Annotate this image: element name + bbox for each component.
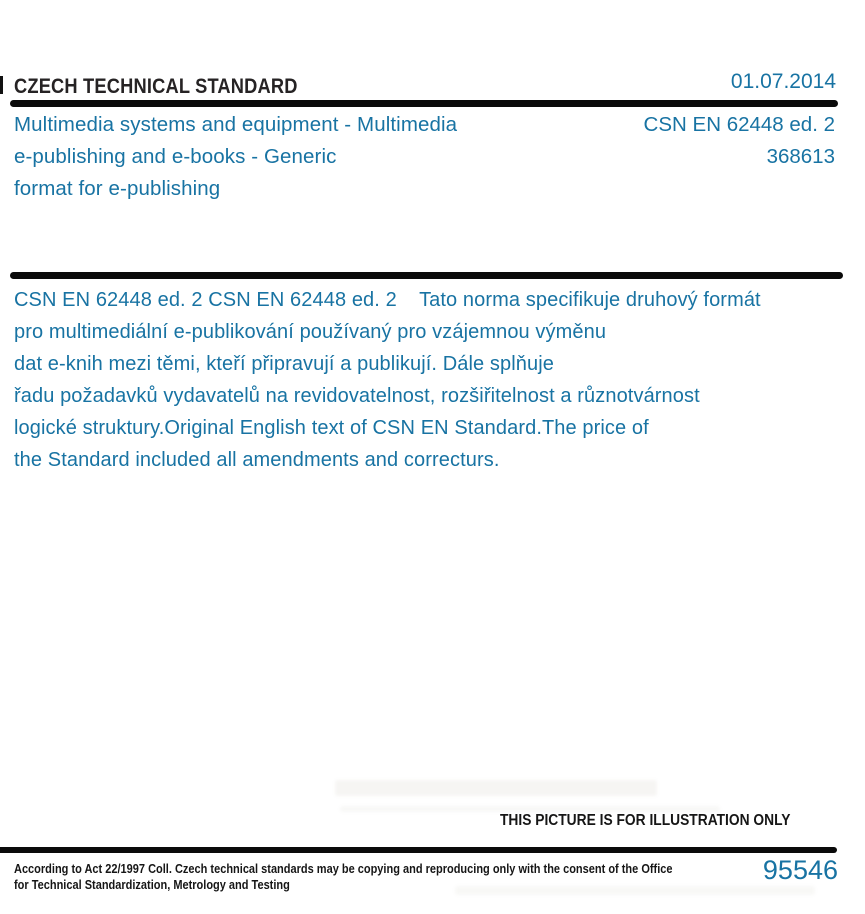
standard-title	[14, 109, 457, 205]
abstract-line: CSN EN 62448 ed. 2 CSN EN 62448 ed. 2 Tato norma specifikuje druhový formát	[14, 289, 761, 311]
footer-rule	[0, 847, 837, 853]
standard-designation: CSN EN 62448 ed. 2	[643, 113, 835, 136]
issue-date: 01.07.2014	[730, 70, 836, 93]
abstract-line: logické struktury.Original English text of CSN EN Standard.The price of	[14, 417, 649, 439]
standard-title-line: Multimedia systems and equipment - Multimedia	[14, 113, 458, 136]
illustration-only-notice: THIS PICTURE IS FOR ILLUSTRATION ONLY	[500, 812, 791, 829]
copyright-legal-line: for Technical Standardization, Metrology and Testing	[14, 878, 290, 892]
header-rule	[10, 100, 838, 107]
catalog-number: 368613	[766, 145, 835, 168]
abstract-rule	[10, 272, 843, 279]
copyright-legal-line: According to Act 22/1997 Coll. Czech technical standards may be copying and reproducing only with the consent of the Office	[14, 862, 673, 876]
standard-title-line: e-publishing and e-books - Generic	[14, 145, 337, 168]
document-number: 95546	[762, 855, 838, 885]
scan-edge-artifact	[0, 76, 3, 94]
abstract-line: the Standard included all amendments and correcturs.	[14, 449, 500, 471]
copyright-legal-text	[14, 861, 673, 893]
abstract-line: pro multimediální e-publikování používaný pro vzájemnou výměnu	[14, 321, 607, 343]
standard-title-line: format for e-publishing	[14, 177, 221, 200]
abstract-line: řadu požadavků vydavatelů na revidovatelnost, rozšiřitelnost a různotvárnost	[14, 385, 700, 407]
faint-watermark-artifact	[335, 780, 657, 796]
page-title: CZECH TECHNICAL STANDARD	[14, 75, 298, 98]
abstract-text	[14, 284, 761, 476]
standard-identifiers	[644, 109, 835, 173]
abstract-line: dat e-knih mezi těmi, kteří připravují a publikují. Dále splňuje	[14, 353, 554, 375]
